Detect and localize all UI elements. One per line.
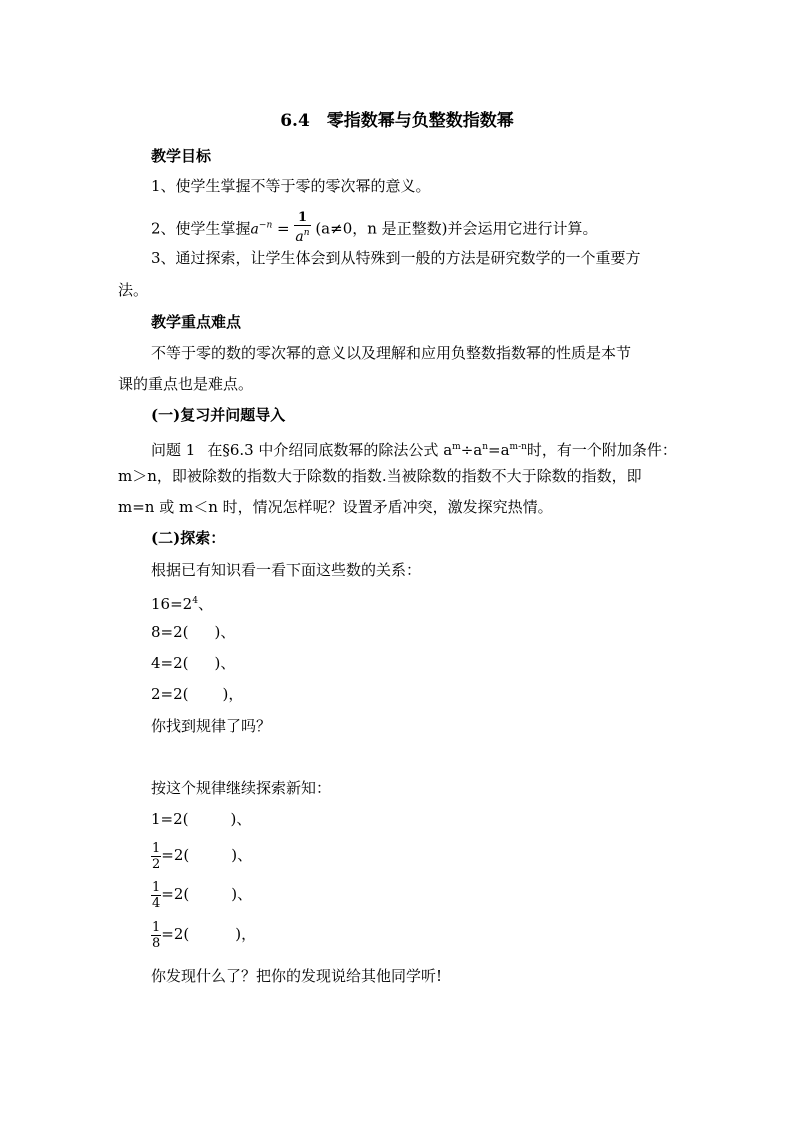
- power-row-2: [151, 684, 243, 704]
- fraction-half: [151, 841, 161, 872]
- problem-1-label: 问题 1: [151, 441, 196, 459]
- fraction-quarter-den: 4: [152, 895, 161, 911]
- fraction-eighth-num: 1: [152, 919, 161, 935]
- power-16-lhs: 16=2: [151, 595, 193, 613]
- key-points-line2: 课的重点也是难点。: [118, 375, 254, 393]
- explore-intro: 根据已有知识看一看下面这些数的关系：: [151, 561, 422, 579]
- question-2: 你发现什么了？把你的发现说给其他同学听!: [151, 967, 443, 985]
- power-row-4: [151, 653, 235, 673]
- power-1-tail: )、: [230, 810, 252, 828]
- power-8-lhs: 8=2(: [151, 623, 189, 641]
- problem-1-line2: m＞n，即被除数的指数大于除数的指数.当被除数的指数不大于除数的指数，即: [118, 467, 642, 485]
- power-1-lhs: 1=2(: [151, 810, 189, 828]
- fraction-eighth-tail: )，: [235, 925, 257, 943]
- objective-2-suffix: (a≠0，n 是正整数)并会运用它进行计算。: [315, 219, 598, 238]
- fraction-row-half: [151, 838, 252, 872]
- power-row-1: [151, 809, 251, 829]
- objective-3-line1: 3、通过探索，让学生体会到从特殊到一般的方法是研究数学的一个重要方: [151, 249, 641, 267]
- fraction-eighth-rhs: =2(: [161, 925, 190, 943]
- power-2-lhs: 2=2(: [151, 685, 189, 703]
- problem-1-exp-m: m: [452, 442, 461, 452]
- fraction-quarter: [151, 880, 161, 911]
- power-16-tail: 、: [197, 595, 213, 613]
- power-row-8: [151, 622, 235, 642]
- fraction-half-num: 1: [152, 840, 161, 856]
- formula-frac-den-exp: n: [303, 228, 310, 238]
- fraction-eighth: [151, 920, 161, 951]
- objective-1: 1、使学生掌握不等于零的零次幂的意义。: [151, 177, 431, 195]
- continue-intro: 按这个规律继续探索新知：: [151, 779, 332, 797]
- power-16-exp: 4: [192, 596, 198, 606]
- key-points-line1: 不等于零的数的零次幂的意义以及理解和应用负整数指数幂的性质是本节: [151, 344, 632, 362]
- power-8-tail: )、: [214, 623, 236, 641]
- section-heading-key-points: 教学重点难点: [151, 313, 242, 331]
- question-1: 你找到规律了吗？: [151, 717, 272, 735]
- problem-1-line1: [151, 437, 677, 460]
- problem-1-exp-n: n: [482, 442, 489, 452]
- formula-frac-num: 1: [294, 210, 310, 226]
- fraction-quarter-tail: )、: [231, 885, 253, 903]
- fraction-eighth-den: 8: [152, 935, 161, 951]
- fraction-quarter-num: 1: [152, 879, 161, 895]
- objective-2: [151, 212, 598, 247]
- page-title: 6.4 零指数幂与负整数指数幂: [280, 111, 514, 131]
- fraction-row-eighth: [151, 917, 256, 951]
- problem-1-eq: =a: [488, 441, 510, 459]
- objective-3-line2: 法。: [118, 281, 149, 299]
- objective-2-prefix: 2、使学生掌握: [151, 219, 251, 238]
- section-heading-explore: (二)探索：: [151, 529, 226, 547]
- fraction-half-rhs: =2(: [161, 846, 190, 864]
- problem-1-text-a: 在§6.3 中介绍同底数幂的除法公式 a: [207, 441, 453, 459]
- power-2-tail: )，: [222, 685, 244, 703]
- fraction-row-quarter: [151, 877, 252, 911]
- fraction-quarter-rhs: =2(: [161, 885, 190, 903]
- formula-fraction: [294, 210, 310, 245]
- problem-1-text-b: 时，有一个附加条件：: [526, 441, 677, 459]
- power-4-tail: )、: [214, 654, 236, 672]
- formula-lhs-exp: −n: [258, 220, 273, 231]
- section-heading-review: (一)复习并问题导入: [151, 406, 286, 424]
- problem-1-line3: m=n 或 m＜n 时，情况怎样呢？设置矛盾冲突，激发探究热情。: [118, 498, 553, 516]
- power-4-lhs: 4=2(: [151, 654, 189, 672]
- problem-1-div: ÷a: [460, 441, 483, 459]
- power-row-16: [151, 591, 213, 614]
- fraction-half-tail: )、: [231, 846, 253, 864]
- section-heading-objectives: 教学目标: [151, 147, 212, 165]
- problem-1-exp-mn: m-n: [509, 442, 527, 452]
- fraction-half-den: 2: [152, 856, 161, 872]
- formula-eq: =: [277, 219, 290, 238]
- formula-lhs-base: a: [250, 221, 259, 238]
- formula-frac-den-base: a: [295, 229, 304, 245]
